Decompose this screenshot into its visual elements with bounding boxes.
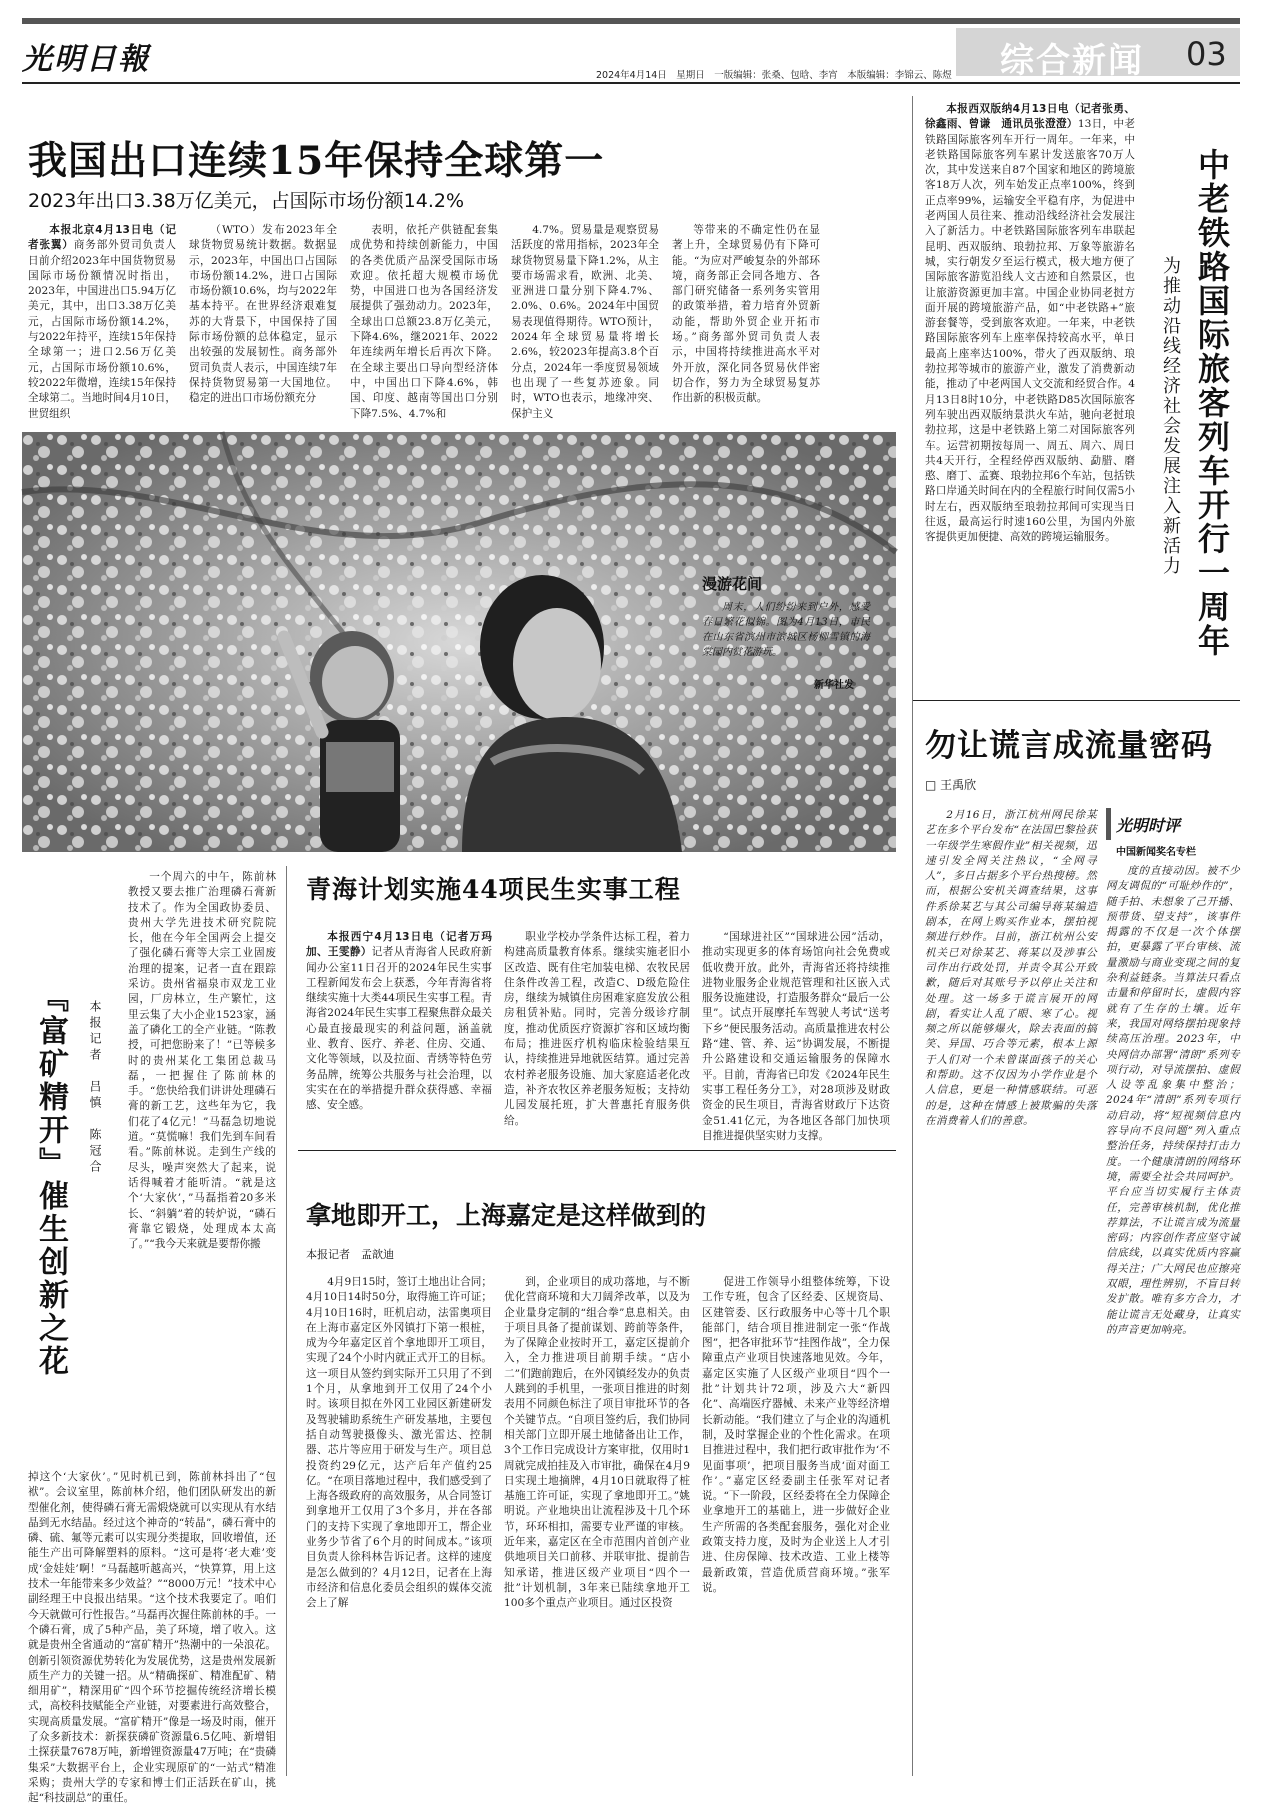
export-col-2-text: （WTO）发布2023年全球货物贸易统计数据。数据显示，2023年，中国出口占国际市场份额14.2%，进口占国际市场份额10.6%，均与2022年基本持平。在世界经济艰难复苏的大背景下，中国保持了国际市场份额的总体稳定，显示出较强的发展韧性。商务部外贸司负责人表示，中国连续7年保持货物贸易第一大国地位。稳定的进出口市场份额充分	[189, 224, 337, 405]
qinghai-col-1	[306, 930, 492, 1130]
rail-body-text: 13日，中老铁路国际旅客列车开行一周年。一年来，中老铁路国际旅客列车累计发送旅客70万人次，其中发送来自87个国家和地区的跨境旅客18万人次，列车始发正点率100%，终到正点率99%，运输安全平稳有序，为促进中老两国人员往来、推动沿线经济社会发展注入了新活力。中老铁路国际旅客列车串联起昆明、西双版纳、琅勃拉邦、万象等旅游名城，实行朝发夕至运行模式，极大地方便了国际旅客游览沿线人文古迹和自然景区，也让旅游资源更加丰富。中国企业协同老挝方面开展的跨境旅游产品，如“中老铁路+”旅游套餐等，受到旅客欢迎。一年来，中老铁路国际旅客列车上座率保持较高水平，单日最高上座率达100%，带火了西双版纳、琅勃拉邦等城市的旅游产业，激发了消费新动能，推动了中老两国人文交流和经贸合作。4月13日8时10分，中老铁路D85次国际旅客列车驶出西双版纳景洪火车站，驰向老挝琅勃拉邦，这是中老铁路上第二对国际旅客列车。运营初期按每周一、周五、周六、周日共4天开行，全程经停西双版纳、勐腊、磨憨、磨丁、孟赛、琅勃拉邦6个车站，包括铁路口岸通关时间在内的全程旅行时间仅需5小时左右，西双版纳至琅勃拉邦间可实现当日往返，最高运行时速160公里，为国内外旅客提供更加便捷、高效的跨境运输服务。	[925, 118, 1136, 544]
guizhou-divider	[286, 866, 287, 1776]
qinghai-col-3	[702, 930, 890, 1142]
qinghai-col-3-text: “国球进社区”“国球进公园”活动，推动实现更多的体育场馆向社会免费或低收费开放。此外，青海省还将持续推进物业服务企业规范管理和社区嵌入式服务设施建设，打造服务群众“最后一公里”。试点开展摩托车驾驶人考试“送考下乡”便民服务活动。高质量推进农村公路“建、管、养、运”协调发展，不断提升公路建设和交通运输服务的保障水平。目前，青海省已印发《2024年民生实事工程任务分工》，对28项涉及财政资金的民生项目，青海省财政厅下达资金51.41亿元，为各地区各部门加快项目推进提供坚实财力支撑。	[702, 931, 890, 1142]
export-col-4	[511, 223, 659, 420]
shanghai-col-1	[306, 1275, 492, 1775]
date-line: 2024年4月14日 星期日 一版编辑：张桑、包晗、李宵 本版编辑：李锦云、陈煜	[596, 70, 952, 81]
shanghai-headline: 拿地即开工，上海嘉定是这样做到的	[306, 1201, 707, 1230]
opinion-col-1-text: 2月16日，浙江杭州网民徐某艺在多个平台发布“在法国巴黎捡获一年级学生寒假作业”相关视频，迅速引发全网关注热议，“全网寻人”，多日占据多个平台热搜榜。然而，根据公安机关调查结果，这事件系徐某艺与其公司编导蒋某编造剧本，在网上购买作业本，摆拍视频进行炒作。目前，浙江杭州公安机关已对徐某艺、蒋某以及涉事公司作出行政处罚，并责令其公开致歉，随后对其账号予以停止关注和处理。这一场多于谎言展开的网剧，看实让人乱了眼、寒了心。视频之所以能够爆火，除去表面的搞笑、异国、巧合等元素，根本上源于人们对一个未曾谋面孩子的关心和帮助。这不仅因为小学作业是个人信息，更是一种情感联结。可恶的是，这种在情感上被欺骗的失落在消费着人们的善意。	[925, 809, 1097, 1127]
opinion-top-rule	[912, 700, 1240, 701]
guizhou-byline: 本报记者 吕慎 陈冠合	[88, 1000, 102, 1176]
opinion-badge-sub: 中国新闻奖名专栏	[1116, 847, 1196, 858]
photo-caption: 周末，人们纷纷来到户外，感受春日繁花似锦。图为4月13日，市民在山东省滨州市滨城区杨柳雪镇的海棠园内赏花游玩。	[702, 602, 870, 658]
opinion-headline: 勿让谎言成流量密码	[925, 728, 1213, 764]
export-headline: 我国出口连续15年保持全球第一	[28, 138, 605, 184]
rail-subhead: 为推动沿线经济社会发展注入新活力	[1160, 256, 1181, 576]
shanghai-col-3	[702, 1275, 890, 1775]
export-col-2	[189, 223, 337, 413]
qinghai-lead: 本报西宁4月13日电（记者万玛加、王雯静）	[306, 931, 492, 959]
rail-body	[925, 102, 1135, 682]
shanghai-col-2-text: 到，企业项目的成功落地，与不断优化营商环境和大刀阔斧改革，以及为企业量身定制的“组合拳”息息相关。由于项目具备了提前谋划、跨前等条件，为了保障企业按时开工，嘉定区提前介入，全力推进项目前期手续。“店小二”们跑前跑后，在外冈镇经发办的负责人跳到的手机里，一张项目推进的时刻表用不同颜色标注了项目审批环节的各个关键节点。“自项目签约后，我们协同相关部门立即开展土地储备出让工作，3个工作日完成设计方案审批，仅用时1周就完成拍挂及入市审批，确保在4月9日实现土地摘牌，4月10日就取得了桩基施工许可证，实现了拿地即开工。”姚明说。产业地块出让流程涉及十几个环节，环环相扣，需要专业严谨的审核。近年来，嘉定区在全市范围内首创产业供地项目关口前移、并联审批、提前告知承诺，推进区级产业项目“四个一批”计划机制，3年来已陆续拿地开工100多个重点产业项目。通过区投资	[504, 1276, 690, 1610]
qinghai-col-2	[504, 930, 690, 1130]
opinion-col-2-text: 度的直接动因。被不少网友调侃的“可耻炒作的”，随手拍、未想象了己开播、预带货、望支持”，该事件揭露的不仅是一次个体摆拍，更暴露了平台审核、流量激励与商业变现之间的复杂利益链条。当算法只看点击量和停留时长，虚假内容就有了生存的土壤。近年来，我国对网络摆拍现象持续高压治理。2023年，中央网信办部署“清朗”系列专项行动，对导流摆拍、虚假人设等乱象集中整治；2024年“清朗”系列专项行动启动，将“短视频信息内容导向不良问题”列入重点整治任务，持续保持打击力度。一个健康清朗的网络环境，需要全社会共同呵护。平台应当切实履行主体责任，完善审核机制，优化推荐算法，不让谎言成为流量密码；内容创作者应坚守诚信底线，以真实优质内容赢得关注；广大网民也应擦亮双眼，理性辨别，不盲目转发扩散。唯有多方合力，才能让谎言无处藏身，让真实的声音更加响亮。	[1106, 865, 1240, 1336]
rail-lead: 本报西双版纳4月13日电（记者张勇、徐鑫雨、曾谦 通讯员张澄澄）	[925, 103, 1135, 131]
export-col-5	[672, 223, 820, 413]
guizhou-bottom-text: 掉这个‘大家伙’。”见时机已到，陈前林抖出了“包袱”。会议室里，陈前林介绍，他们团队研发出的新型催化剂，使得磷石膏无需煅烧就可以实现从有水结晶到无水结晶。经过这个神奇的“转晶”，磷石膏中的磷、硫、氟等元素可以实现分类提取，回收增值，还能生产出可降解塑料的原料。“这可是将‘老大难’变成‘金娃娃’啊！”马磊越听越高兴，“快算算，用上这技术一年能带来多少效益？”“8000万元！”技术中心副经理王中良报出结果。“这个技术我要定了。咱们今天就做可行性报告。”马磊再次握住陈前林的手。一个磷石膏，成了5种产品，美了环境，增了收入。这就是贵州全省通动的“富矿精开”热潮中的一朵浪花。创新引领资源优势转化为发展优势，这是贵州发展新质生产力的关键一招。从“精确探矿、精准配矿、精细用矿”，精深用矿“四个环节挖掘传统经济增长模式，高校科技赋能全产业链，对要素进行高效整合，实现高质量发展。“富矿精开”像是一场及时雨，催开了众多新技术：新探获磷矿资源量6.5亿吨、新增钼土探获量7678万吨，新增锂资源量47万吨；在“贵磷集采”大数据平台上，企业实现原矿的“一站式”精准采购；贵州大学的专家和博士们正活跃在矿山，挑起“科技副总”的重任。	[28, 1471, 276, 1805]
rail-headline: 中老铁路国际旅客列车开行一周年	[1193, 148, 1231, 658]
guizhou-headline: 『富矿精开』催生创新之花	[33, 982, 68, 1378]
qinghai-col-1-text: 记者从青海省人民政府新闻办公室11日召开的2024年民生实事工程新闻发布会上获悉，今年青海省将继续实施十大类44项民生实事工程。青海省2024年民生实事工程聚焦群众最关心最直接最现实的利益问题，涵盖就业、教育、医疗、养老、住房、交通、文化等领域，以及拉面、青绣等特色劳务品牌，统筹公共服务与社会治理，以实实在在的举措提升群众获得感、幸福感、安全感。	[306, 946, 493, 1112]
masthead-rule	[22, 82, 1240, 84]
shanghai-col-2	[504, 1275, 690, 1775]
opinion-author: □ 王禹欣	[925, 778, 977, 792]
guizhou-bottom-col	[28, 1470, 276, 1805]
export-col-4-text: 4.7%。贸易量是观察贸易活跃度的常用指标，2023年全球货物贸易量下降1.2%，从主要市场需求看，欧洲、北美、亚洲进口量分别下降4.7%、2.0%、0.6%。2024年中国贸易表现值得期待。WTO预计，2024年全球贸易量将增长2.6%，较2023年提高3.8个百分点，2024年一季度贸易领域也出现了一些复苏迹象。同时，WTO也表示，地缘冲突、保护主义	[511, 224, 659, 420]
shanghai-top-rule	[298, 1150, 896, 1151]
export-subhead: 2023年出口3.38万亿美元，占国际市场份额14.2%	[28, 190, 465, 212]
export-lead: 本报北京4月13日电（记者张翼）	[28, 224, 176, 252]
shanghai-byline: 本报记者 孟歆迪	[306, 1248, 394, 1261]
opinion-badge: 光明时评	[1116, 816, 1181, 835]
section-name: 综合新闻	[1000, 41, 1144, 81]
export-col-1-text: 商务部外贸司负责人日前介绍2023年中国货物贸易国际市场份额情况时指出，2023年，中国进出口5.94万亿美元，其中，出口3.38万亿美元，占国际市场份额14.2%，与2022年持平，连续15年保持全球第一；进口2.56万亿美元，占国际市场份额10.6%，较2022年微增，连续15年保持全球第二。当地时间4月10日，世贸组织	[28, 239, 177, 420]
shanghai-col-3-text: 促进工作领导小组整体统筹，下设工作专班，包含了区经委、区规资局、区建管委、区行政服务中心等十几个职能部门，结合项目推进制定一张“作战图”，把各审批环节“挂图作战”，全力保障重点产业项目快速落地见效。今年，嘉定区实施了人区级产业项目“四个一批”计划共计72项，涉及六大“新四化”、高端医疗器械、未来产业等经济增长新动能。“我们建立了与企业的沟通机制，及时掌握企业的个性化需求。在项目推进过程中，我们把行政审批作为‘不见面事项’，把项目服务当成‘面对面工作’。”嘉定区经委副主任张军对记者说。“下一阶段，区经委将在全力保障企业拿地开工的基础上，进一步做好企业生产所需的各类配套服务，强化对企业政策支持力度，及时为企业送上人才引进、住房保障、技术改造、工业上楼等最新政策，营造优质营商环境。”张军说。	[702, 1276, 890, 1594]
shanghai-col-1-text: 4月9日15时，签订土地出让合同；4月10日14时50分，取得施工许可证；4月10日16时，旺机启动，法雷奥项目在上海市嘉定区外冈镇打下第一根桩，成为今年嘉定区首个拿地即开工项目，实现了24个小时内就正式开工的目标。这一项目从签约到实际开工只用了不到1个月，从拿地到开工仅用了24个小时。该项目拟在外冈工业园区新建研发及驾驶辅助系统生产研发基地，主要包括自动驾驶摄像头、激光雷达、控制器、芯片等应用于研发与生产。项目总投资约29亿元，达产后年产值约25亿。“在项目落地过程中，我们感受到了上海各级政府的高效服务，从合同签订到拿地开工仅用了3个多月，并在各部门的支持下实现了拿地即开工，帮企业业务少节省了6个月的时间成本。”该项目负责人徐科林告诉记者。这样的速度是怎么做到的？4月12日，记者在上海市经济和信息化委员会组织的媒体交流会上了解	[306, 1276, 492, 1610]
guizhou-top-text: 一个周六的中午，陈前林教授又要去推广治理磷石膏新技术了。作为全国政协委员、贵州大学先进技术研究院院长，他在今年全国两会上提交了强化磷石膏等大宗工业固废治理的提案，记者一直在跟踪采访。贵州省福泉市双龙工业园，厂房林立，生产繁忙，这里云集了大小企业1523家，涵盖了磷化工的全产业链。“陈教授，可把您盼来了！”已等候多时的贵州某化工集团总裁马磊，一把握住了陈前林的手。“您快给我们讲讲处理磷石膏的新工艺，这些年为它，我们花了4亿元！”马磊急切地说道。“莫慌嘛！我们先到车间看看。”陈前林说。走到生产线的尽头，噪声突然大了起来，说话得喊着才能听清。“就是这个‘大家伙’，”马磊指着20多米长、“斜躺”着的转炉说，“磷石膏靠它锻烧，处理成本太高了。”“我今天来就是要帮你搬	[128, 871, 276, 1251]
masthead-top-rule	[22, 18, 1240, 24]
guizhou-top-col	[128, 870, 276, 1468]
opinion-divider	[912, 700, 913, 1776]
opinion-col-2	[1106, 864, 1240, 1760]
export-col-3-text: 表明，依托产供链配套集成优势和持续创新能力，中国的各类优质产品深受国际市场欢迎。依托超大规模市场优势，中国进口也为各国经济发展提供了强劲动力。2023年，全球出口总额23.8万亿美元，下降4.6%，继2021年、2022年连续两年增长后再次下降。在全球主要出口导向型经济体中，中国出口下降4.6%，韩国、印度、越南等国出口分别下降7.5%、4.7%和	[350, 224, 498, 420]
export-col-3	[350, 223, 498, 420]
opinion-col-1	[925, 808, 1097, 1760]
page-number: 03	[1186, 35, 1227, 73]
export-col-1	[28, 223, 177, 420]
qinghai-col-2-text: 职业学校办学条件达标工程，着力构建高质量教育体系。继续实施老旧小区改造、既有住宅加装电梯、农牧民居住条件改善工程，改造C、D级危险住房，继续为城镇住房困难家庭发放公租房租赁补贴。同时，完善分级诊疗制度，推动优质医疗资源扩容和区域均衡布局；推进医疗机构临床检验结果互认，持续推进异地就医结算。通过完善农村养老服务设施、加大家庭适老化改造，补齐农牧区养老服务短板；支持幼儿园发展托班，扩大普惠托育服务供给。	[504, 931, 690, 1127]
photo-credit: 新华社发	[814, 680, 854, 691]
photo-title: 漫游花间	[702, 575, 763, 593]
export-col-5-text: 等带来的不确定性仍在显著上升，全球贸易仍有下降可能。“为应对严峻复杂的外部环境，商务部正会同各地方、各部门研究储备一系列务实管用的政策举措，着力培育外贸新动能，帮助外贸企业开拓市场。”商务部外贸司负责人表示，中国将持续推进高水平对外开放，深化同各贸易伙伴密切合作，努力为全球贸易复苏作出新的积极贡献。	[672, 224, 820, 405]
masthead-logo: 光明日報	[22, 42, 150, 77]
qinghai-headline: 青海计划实施44项民生实事工程	[306, 875, 681, 904]
